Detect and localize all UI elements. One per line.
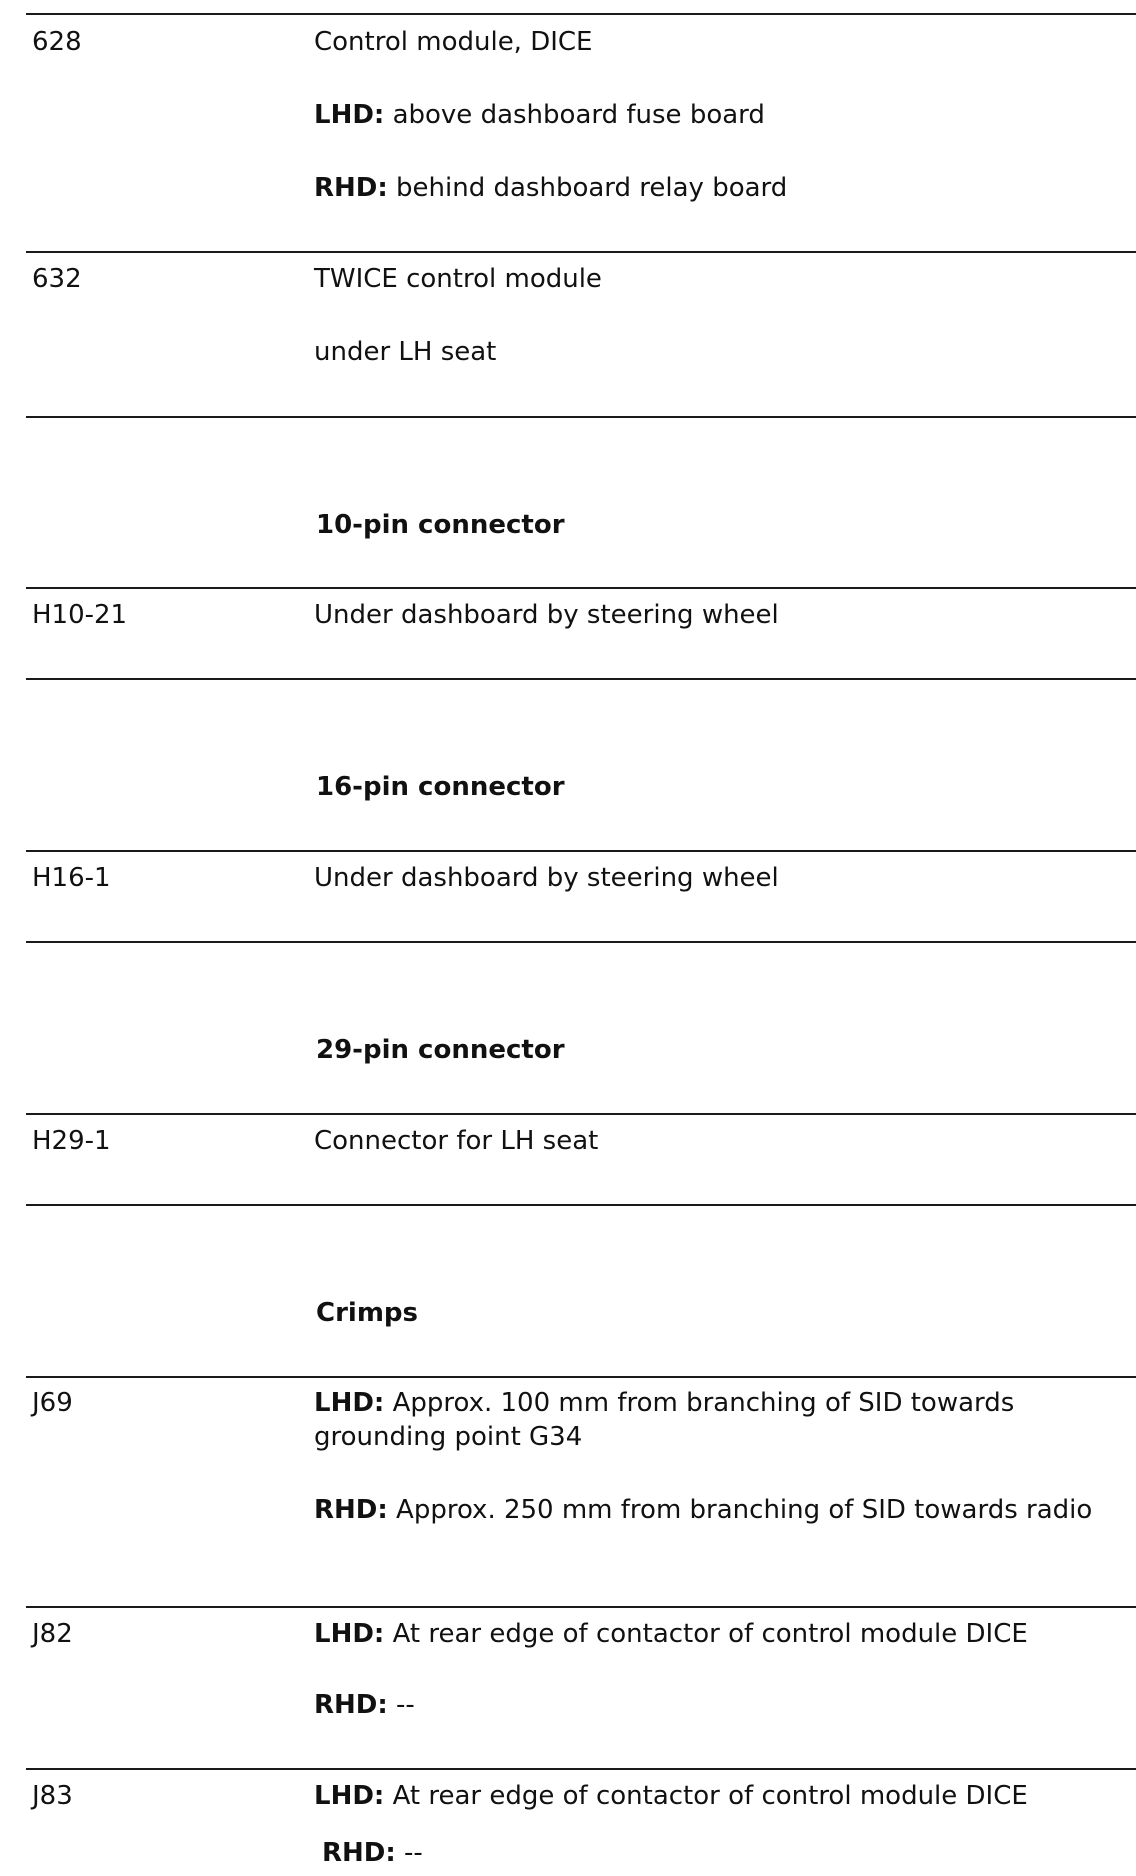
lhd-text: above dashboard fuse board [392, 100, 765, 130]
divider-10pin-end [26, 678, 1136, 680]
component-title: TWICE control module [314, 264, 602, 294]
divider-16pin-start [26, 850, 1136, 852]
divider-crimps-start [26, 1376, 1136, 1378]
lhd-label: LHD: [314, 1781, 385, 1811]
component-code: 628 [32, 27, 82, 57]
component-location: under LH seat [314, 337, 497, 367]
crimp-code: J69 [32, 1388, 73, 1418]
rhd-location [314, 1493, 1114, 1527]
component-title: Control module, DICE [314, 27, 593, 57]
connector-location: Connector for LH seat [314, 1126, 599, 1156]
divider-628-end [26, 251, 1136, 253]
lhd-location [314, 1386, 1114, 1454]
lhd-text: At rear edge of contactor of control module DICE [392, 1619, 1028, 1649]
lhd-label: LHD: [314, 1388, 385, 1418]
rhd-location [322, 1836, 423, 1870]
section-heading-crimps: Crimps [316, 1298, 418, 1328]
lhd-text: Approx. 100 mm from branching of SID towards grounding point G34 [314, 1388, 1015, 1452]
crimp-code: J82 [32, 1619, 73, 1649]
section-heading-10-pin: 10-pin connector [316, 510, 565, 540]
divider-10pin-start [26, 587, 1136, 589]
divider-j82-end [26, 1768, 1136, 1770]
lhd-label: LHD: [314, 100, 385, 130]
divider-16pin-end [26, 941, 1136, 943]
rhd-label: RHD: [314, 1690, 388, 1720]
crimp-code: J83 [32, 1781, 73, 1811]
rhd-text: Approx. 250 mm from branching of SID towards radio [396, 1495, 1093, 1525]
section-heading-16-pin: 16-pin connector [316, 772, 565, 802]
connector-location: Under dashboard by steering wheel [314, 863, 779, 893]
rhd-label: RHD: [314, 1495, 388, 1525]
divider-j69-end [26, 1606, 1136, 1608]
divider-top [26, 13, 1136, 15]
lhd-location [314, 98, 765, 132]
connector-code: H10-21 [32, 600, 128, 630]
lhd-text: At rear edge of contactor of control module DICE [392, 1781, 1028, 1811]
lhd-location [314, 1779, 1028, 1813]
connector-code: H16-1 [32, 863, 111, 893]
divider-632-end [26, 416, 1136, 418]
rhd-location [314, 1688, 415, 1722]
connector-code: H29-1 [32, 1126, 111, 1156]
rhd-text: behind dashboard relay board [396, 173, 788, 203]
rhd-label: RHD: [314, 173, 388, 203]
component-code: 632 [32, 264, 82, 294]
connector-location: Under dashboard by steering wheel [314, 600, 779, 630]
lhd-label: LHD: [314, 1619, 385, 1649]
rhd-text: -- [404, 1838, 423, 1868]
rhd-text: -- [396, 1690, 415, 1720]
divider-29pin-start [26, 1113, 1136, 1115]
lhd-location [314, 1617, 1028, 1651]
section-heading-29-pin: 29-pin connector [316, 1035, 565, 1065]
rhd-label: RHD: [322, 1838, 396, 1868]
rhd-location [314, 171, 787, 205]
divider-29pin-end [26, 1204, 1136, 1206]
